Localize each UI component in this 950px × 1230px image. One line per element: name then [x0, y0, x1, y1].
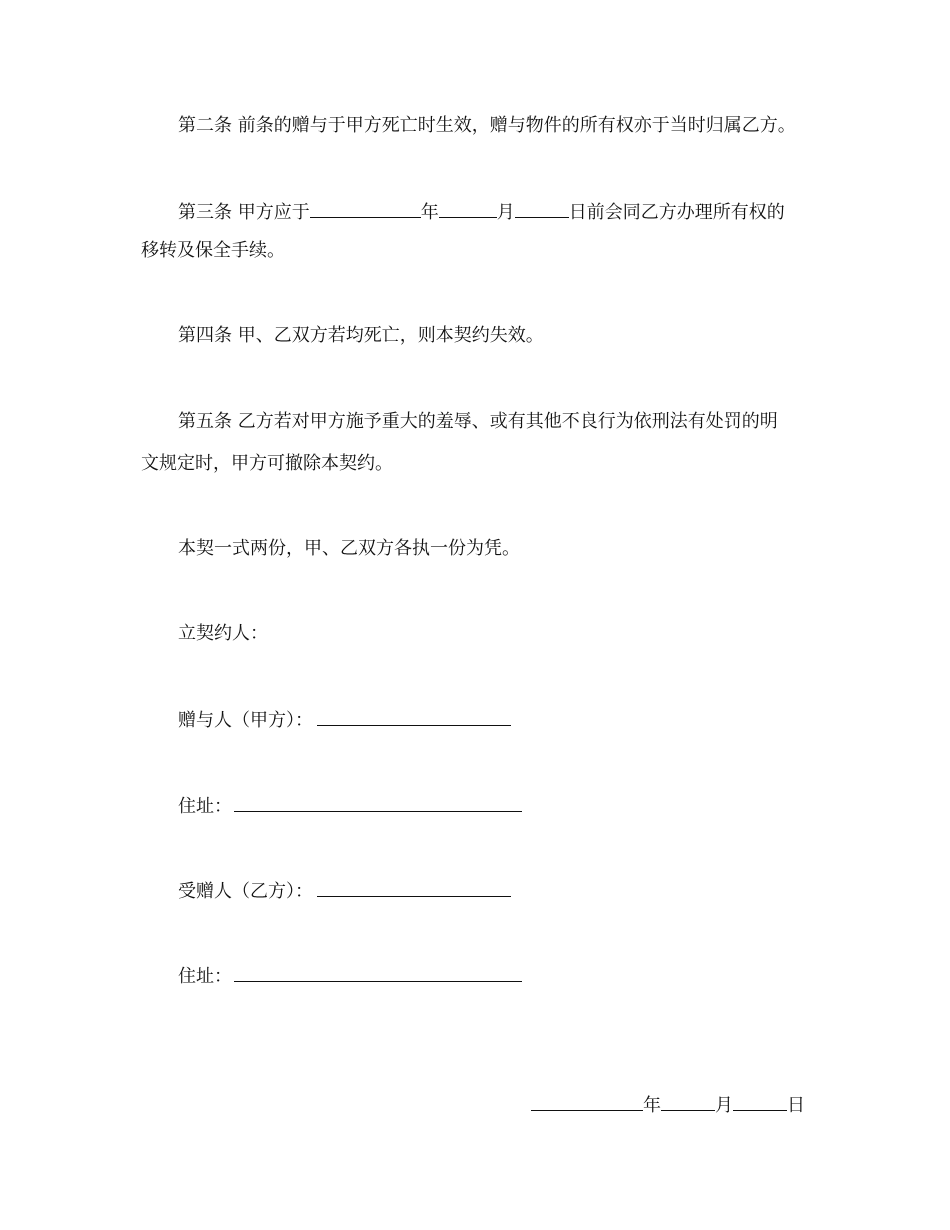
signing-date	[531, 1091, 805, 1118]
donee-label: 受赠人（乙方）：	[178, 881, 313, 902]
article-3-line-2: 移转及保全手续。	[141, 240, 285, 261]
date-month-blank[interactable]	[661, 1091, 715, 1111]
article-3-month-blank[interactable]	[439, 198, 497, 218]
article-5-line-2: 文规定时，甲方可撤除本契约。	[141, 453, 393, 474]
article-3-month-label: 月	[496, 202, 515, 223]
article-3-prefix: 第三条 甲方应于	[178, 202, 310, 223]
date-day-blank[interactable]	[733, 1091, 787, 1111]
donee-address-row	[178, 962, 522, 989]
article-2: 第二条 前条的赠与于甲方死亡时生效，赠与物件的所有权亦于当时归属乙方。	[178, 115, 796, 136]
article-3-day-blank[interactable]	[515, 198, 569, 218]
donor-address-row	[178, 792, 522, 819]
donor-address-label: 住址：	[178, 796, 232, 817]
article-4: 第四条 甲、乙双方若均死亡，则本契约失效。	[178, 325, 544, 346]
copies-clause: 本契一式两份，甲、乙双方各执一份为凭。	[178, 538, 520, 559]
donee-name-blank[interactable]	[317, 877, 511, 897]
date-year-label: 年	[643, 1095, 661, 1116]
donee-address-label: 住址：	[178, 966, 232, 987]
date-day-label: 日	[787, 1095, 805, 1116]
signatories-heading: 立契约人：	[178, 623, 268, 644]
date-year-blank[interactable]	[531, 1091, 643, 1111]
donor-address-blank[interactable]	[234, 792, 522, 812]
donor-name-blank[interactable]	[317, 706, 511, 726]
article-3-line-1	[178, 198, 785, 225]
donor-row	[178, 706, 511, 733]
date-month-label: 月	[715, 1095, 733, 1116]
donor-label: 赠与人（甲方）：	[178, 710, 313, 731]
article-3-year-blank[interactable]	[310, 198, 421, 218]
article-5-line-1: 第五条 乙方若对甲方施予重大的羞辱、或有其他不良行为依刑法有处罚的明	[178, 411, 778, 432]
donee-address-blank[interactable]	[234, 962, 522, 982]
donee-row	[178, 877, 511, 904]
article-3-year-label: 年	[420, 202, 439, 223]
article-3-suffix: 日前会同乙方办理所有权的	[568, 202, 785, 223]
